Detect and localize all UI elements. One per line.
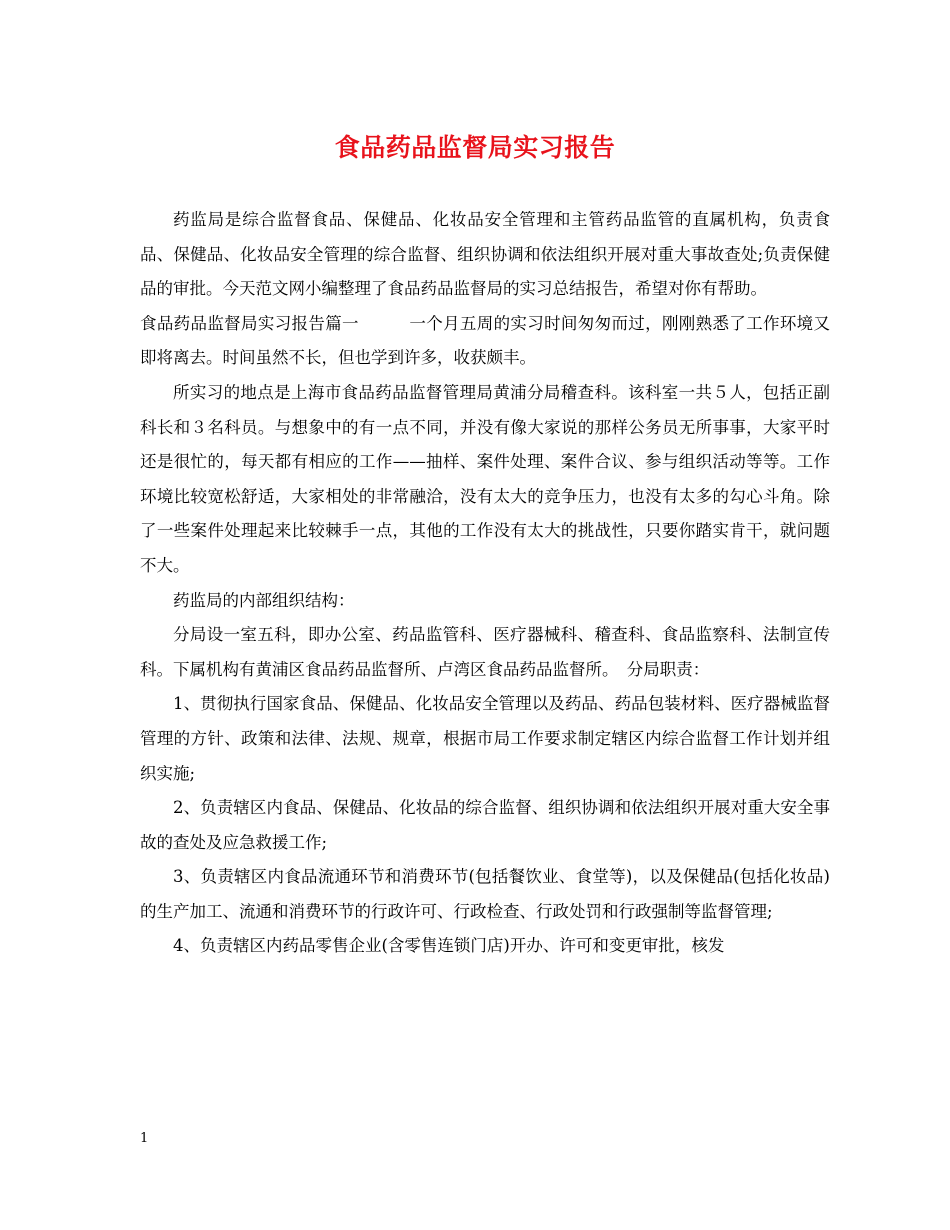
paragraph-structure-detail: 分局设一室五科，即办公室、药品监管科、医疗器械科、稽查科、食品监察科、法制宣传科。下属机构有黄浦区食品药品监督所、卢湾区食品药品监督所。 分局职责： [140,625,830,679]
paragraph-duty-1: 1、贯彻执行国家食品、保健品、化妆品安全管理以及药品、药品包装材料、医疗器械监督管理的方针、政策和法律、法规、规章，根据市局工作要求制定辖区内综合监督工作计划并组织实施; [140,694,830,783]
paragraph-duty-3: 3、负责辖区内食品流通环节和消费环节(包括餐饮业、食堂等)，以及保健品(包括化妆品)的生产加工、流通和消费环节的行政许可、行政检查、行政处罚和行政强制等监督管理; [140,867,830,921]
page-number: 1 [140,1131,149,1146]
document-title: 食品药品监督局实习报告 [334,133,616,162]
paragraph-internship-location: 所实习的地点是上海市食品药品监督管理局黄浦分局稽查科。该科室一共５人，包括正副科长和３名科员。与想象中的有一点不同，并没有像大家说的那样公务员无所事事，大家平时还是很忙的，每天都有相应的工作——抽样、案件处理、案件合议、参与组织活动等等。工作环境比较宽松舒适，大家相处的非常融洽，没有太大的竞争压力，也没有太多的勾心斗角。除了一些案件处理起来比较棘手一点，其他的工作没有太大的挑战性，只要你踏实肯干，就问题不大。 [140,382,830,575]
paragraph-duty-2: 2、负责辖区内食品、保健品、化妆品的综合监督、组织协调和依法组织开展对重大安全事故的查处及应急救援工作; [140,798,830,852]
paragraph-duty-4: 4、负责辖区内药品零售企业(含零售连锁门店)开办、许可和变更审批，核发 [173,936,725,956]
paragraph-intro: 药监局是综合监督食品、保健品、化妆品安全管理和主管药品监管的直属机构，负责食品、保健品、化妆品安全管理的综合监督、组织协调和依法组织开展对重大事故查处;负责保健品的审批。今天范文网小编整理了食品药品监督局的实习总结报告，希望对你有帮助。 [140,210,830,299]
paragraph-structure-heading: 药监局的内部组织结构： [173,590,355,610]
document-body [140,203,830,964]
paragraph-report-start: 食品药品监督局实习报告篇一 一个月五周的实习时间匆匆而过，刚刚熟悉了工作环境又即将离去。时间虽然不长，但也学到许多，收获颇丰。 [140,313,830,368]
